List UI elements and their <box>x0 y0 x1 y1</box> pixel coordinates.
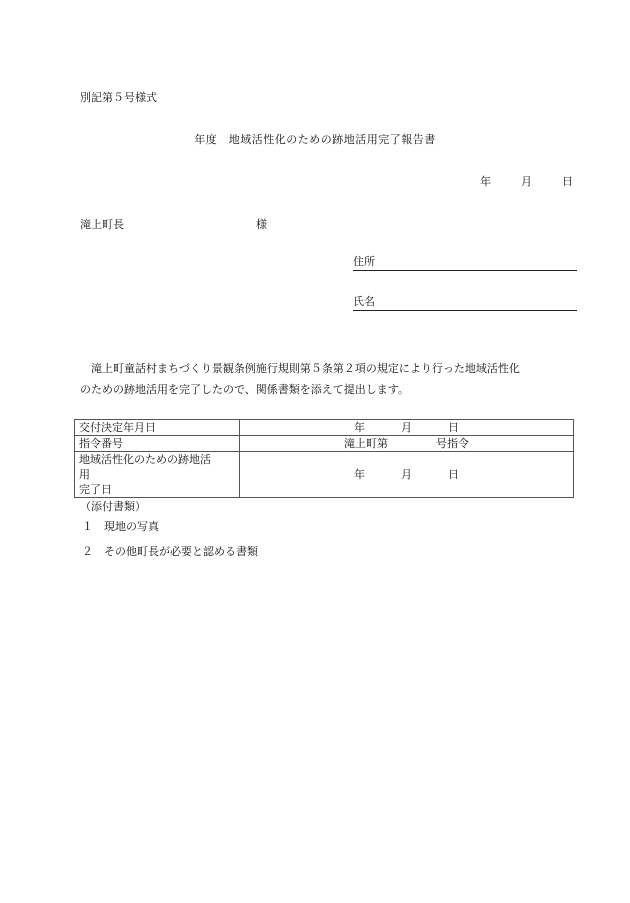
address-label: 住所 <box>353 255 375 269</box>
order-number-field[interactable] <box>240 436 574 452</box>
info-table <box>74 419 574 498</box>
table-row <box>75 452 574 498</box>
completion-date-label: 地域活性化のための跡地活 用 完了日 <box>75 452 240 498</box>
list-item: １ 現地の写真 <box>82 520 159 533</box>
order-prefix: 滝上町第 <box>344 437 388 450</box>
address-field[interactable] <box>353 256 577 271</box>
completion-day: 日 <box>448 468 459 481</box>
addressee-suffix: 様 <box>256 218 267 231</box>
body-paragraph <box>80 358 580 400</box>
body-line-2: のための跡地活用を完了したので、関係書類を添えて提出します。 <box>80 383 409 396</box>
attachments-heading: （添付書類） <box>80 500 146 513</box>
form-id: 別記第５号様式 <box>80 91 157 104</box>
date-month: 月 <box>521 175 532 188</box>
addressee-name: 滝上町長 <box>80 218 124 231</box>
grant-date-label: 交付決定年月日 <box>75 420 240 436</box>
order-suffix: 号指令 <box>436 437 469 450</box>
grant-date-field[interactable] <box>240 420 574 436</box>
completion-date-field[interactable] <box>240 452 574 498</box>
completion-month: 月 <box>401 468 412 481</box>
name-label: 氏名 <box>353 295 375 309</box>
date-day: 日 <box>562 175 573 188</box>
completion-year: 年 <box>354 468 365 481</box>
grant-day: 日 <box>448 421 459 434</box>
body-line-1: 滝上町童話村まちづくり景観条例施行規則第５条第２項の規定により行った地域活性化 <box>80 362 520 375</box>
document-title: 年度 地域活性化のための跡地活用完了報告書 <box>194 133 436 146</box>
date-line <box>480 175 573 190</box>
grant-year: 年 <box>354 421 365 434</box>
list-item: ２ その他町長が必要と認める書類 <box>82 545 258 558</box>
order-number-label: 指令番号 <box>75 436 240 452</box>
table-row <box>75 436 574 452</box>
date-year: 年 <box>480 175 491 188</box>
table-row <box>75 420 574 436</box>
name-field[interactable] <box>353 296 577 311</box>
grant-month: 月 <box>401 421 412 434</box>
